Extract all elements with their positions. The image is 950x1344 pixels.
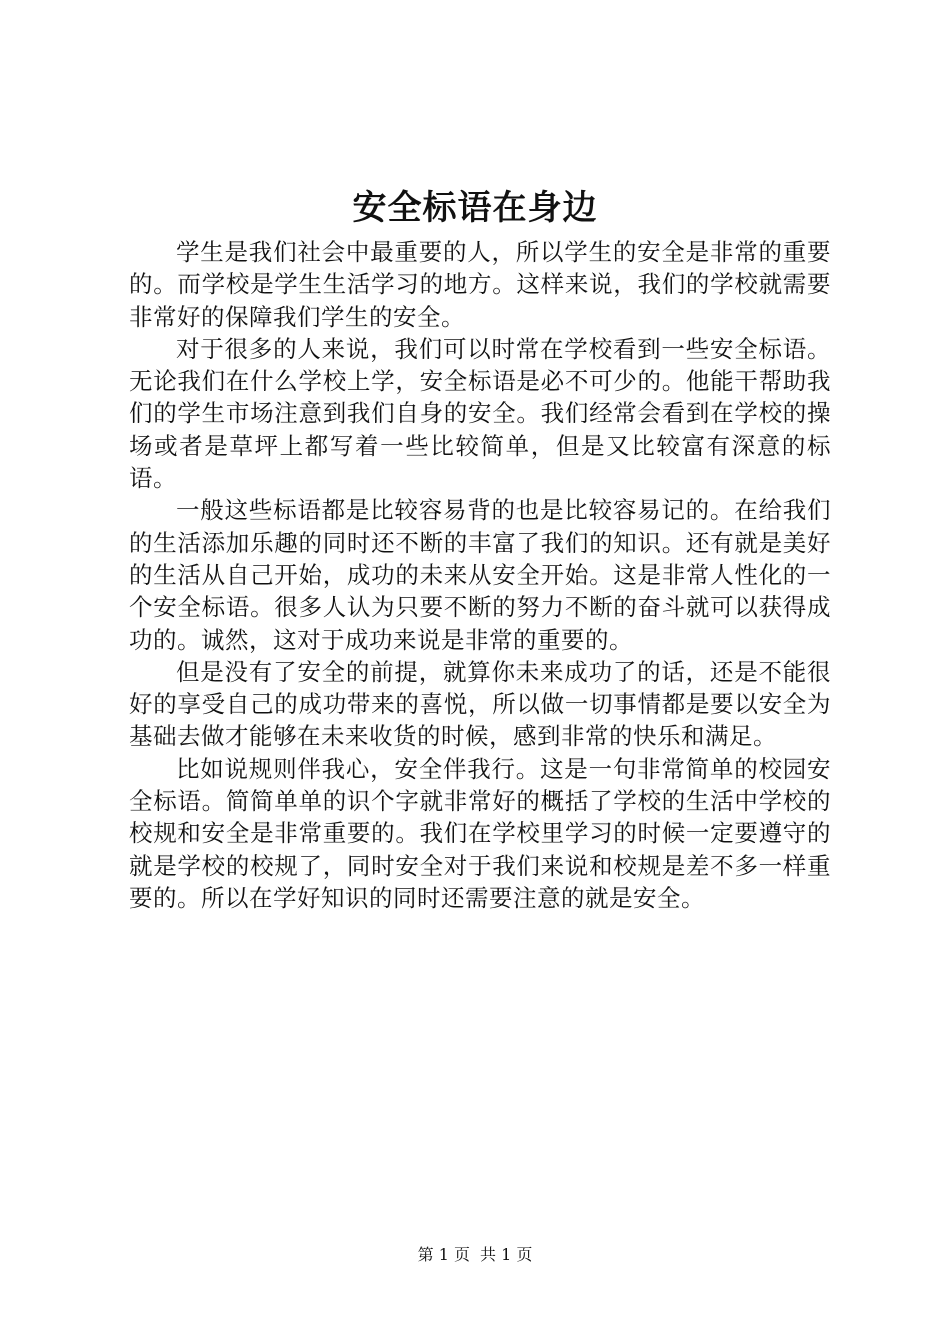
page-footer — [0, 1244, 950, 1266]
document-title: 安全标语在身边 — [352, 188, 598, 228]
paragraph-4: 但是没有了安全的前提，就算你未来成功了的话，还是不能很好的享受自己的成功带来的喜悦，所以做一切事情都是要以安全为基础去做才能够在未来收货的时候，感到非常的快乐和满足。 — [129, 657, 831, 751]
page-total: 共 1 页 — [480, 1245, 533, 1264]
document-body — [129, 236, 831, 914]
paragraph-1: 学生是我们社会中最重要的人，所以学生的安全是非常的重要的。而学校是学生生活学习的地方。这样来说，我们的学校就需要非常好的保障我们学生的安全。 — [129, 238, 831, 331]
page-number: 第 1 页 — [417, 1245, 470, 1264]
paragraph-3: 一般这些标语都是比较容易背的也是比较容易记的。在给我们的生活添加乐趣的同时还不断的丰富了我们的知识。还有就是美好的生活从自己开始，成功的未来从安全开始。这是非常人性化的一个安全标语。很多人认为只要不断的努力不断的奋斗就可以获得成功的。诚然，这对于成功来说是非常的重要的。 — [129, 496, 831, 654]
paragraph-2: 对于很多的人来说，我们可以时常在学校看到一些安全标语。无论我们在什么学校上学，安全标语是必不可少的。他能干帮助我们的学生市场注意到我们自身的安全。我们经常会看到在学校的操场或者是草坪上都写着一些比较简单，但是又比较富有深意的标语。 — [129, 334, 831, 493]
paragraph-5: 比如说规则伴我心，安全伴我行。这是一句非常简单的校园安全标语。简简单单的识个字就非常好的概括了学校的生活中学校的校规和安全是非常重要的。我们在学校里学习的时候一定要遵守的就是学校的校规了，同时安全对于我们来说和校规是差不多一样重要的。所以在学好知识的同时还需要注意的就是安全。 — [129, 754, 831, 912]
